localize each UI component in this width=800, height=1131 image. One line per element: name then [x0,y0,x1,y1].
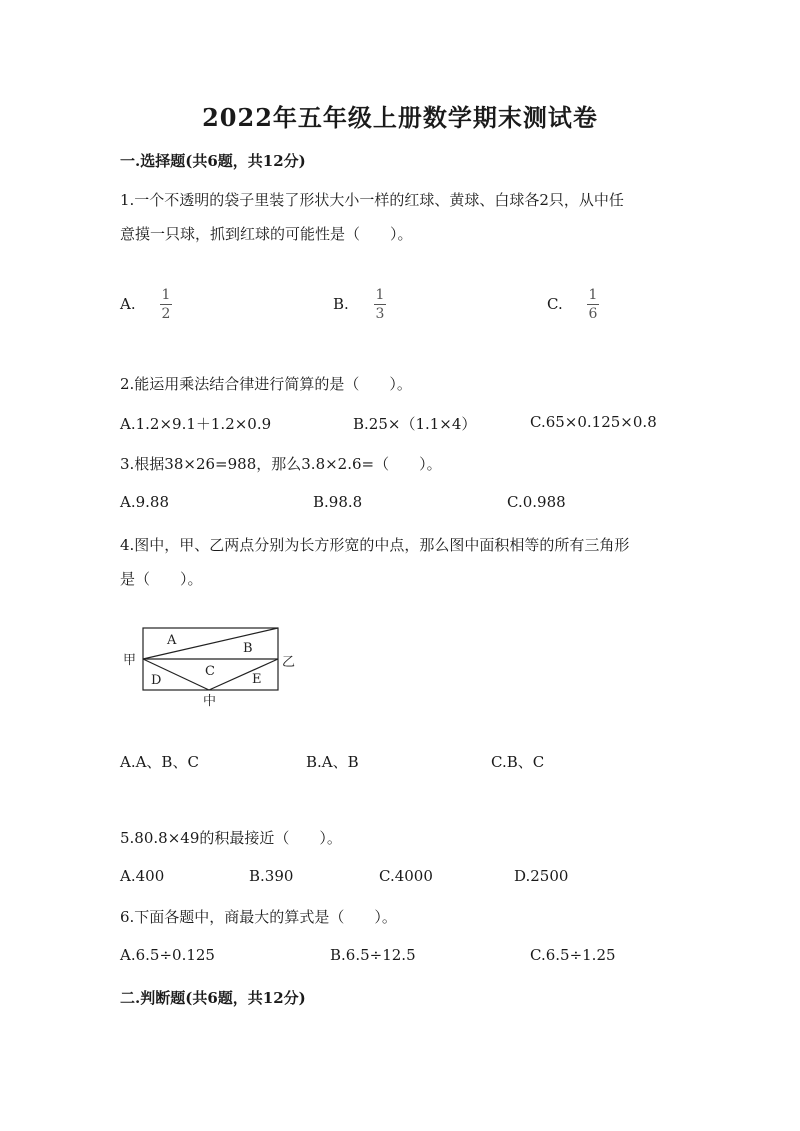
q1-option-b-label[interactable]: B. [333,295,349,313]
point-label-zhong: 中 [203,694,217,709]
q5-option-d[interactable]: D.2500 [514,867,569,885]
figure-diagonal [143,628,278,659]
q2-option-c[interactable]: C.65×0.125×0.8 [530,413,657,431]
question-4-line-2: 是（ ）。 [120,570,203,588]
q6-option-c[interactable]: C.6.5÷1.25 [530,946,616,964]
rectangle-triangle-figure [115,620,305,712]
question-2: 2.能运用乘法结合律进行简算的是（ ）。 [120,375,412,393]
q5-option-b[interactable]: B.390 [249,867,294,885]
q5-option-c[interactable]: C.4000 [379,867,433,885]
q5-option-a[interactable]: A.400 [120,867,165,885]
question-1-line-2: 意摸一只球，抓到红球的可能性是（ ）。 [120,225,413,243]
q6-option-b[interactable]: B.6.5÷12.5 [330,946,416,964]
fraction-bar [160,304,172,305]
fraction-denominator: 6 [588,306,598,322]
question-6: 6.下面各题中，商最大的算式是（ ）。 [120,908,397,926]
q2-option-b[interactable]: B.25×（1.1×4） [353,415,477,433]
q1-option-c-fraction [587,287,599,322]
q4-option-c[interactable]: C.B、C [491,753,545,771]
fraction-numerator: 1 [588,287,598,303]
q1-option-b-fraction [374,287,386,322]
region-label-d: D [151,673,162,688]
q3-option-b[interactable]: B.98.8 [313,493,363,511]
q4-option-b[interactable]: B.A、B [306,753,359,771]
region-label-b: B [243,641,253,656]
q3-option-c[interactable]: C.0.988 [507,493,566,511]
page-title: 2022年五年级上册数学期末测试卷 [202,103,598,132]
q6-option-a[interactable]: A.6.5÷0.125 [120,946,215,964]
question-3: 3.根据38×26=988，那么3.8×2.6=（ ）。 [120,455,442,473]
q4-option-a[interactable]: A.A、B、C [120,753,199,771]
question-4-line-1: 4.图中，甲、乙两点分别为长方形宽的中点，那么图中面积相等的所有三角形 [120,536,630,554]
region-label-e: E [252,672,262,687]
point-label-jia: 甲 [123,653,137,668]
fraction-denominator: 2 [161,306,171,322]
q3-option-a[interactable]: A.9.88 [120,493,169,511]
q1-option-a-label[interactable]: A. [120,295,136,313]
fraction-bar [587,304,599,305]
q1-option-c-label[interactable]: C. [547,295,563,313]
fraction-numerator: 1 [161,287,171,303]
section-heading-judgment: 二.判断题(共6题，共12分) [120,989,306,1007]
region-label-c: C [205,664,215,679]
fraction-bar [374,304,386,305]
q1-option-a-fraction [160,287,172,322]
question-1-line-1: 1.一个不透明的袋子里装了形状大小一样的红球、黄球、白球各2只，从中任 [120,191,624,209]
fraction-denominator: 3 [375,306,385,322]
question-5: 5.80.8×49的积最接近（ ）。 [120,829,342,847]
section-heading-choice: 一.选择题(共6题，共12分) [120,152,306,170]
point-label-yi: 乙 [282,655,296,670]
figure-right-slant [209,659,278,690]
q2-option-a[interactable]: A.1.2×9.1＋1.2×0.9 [120,415,272,433]
fraction-numerator: 1 [375,287,385,303]
region-label-a: A [167,633,177,648]
